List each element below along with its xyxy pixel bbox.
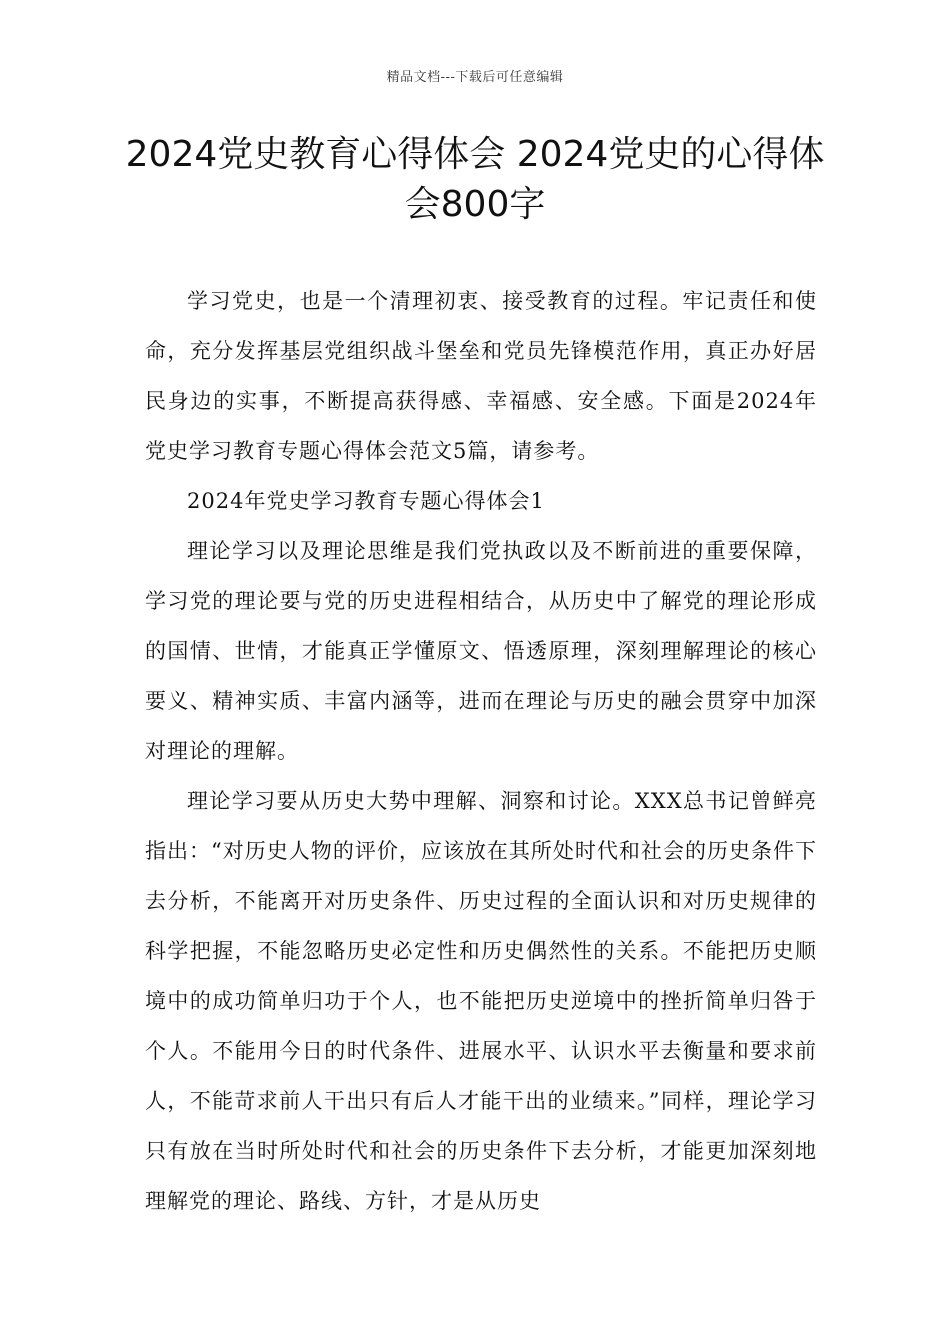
document-body (145, 276, 817, 1226)
paragraph-theory-history: 理论学习以及理论思维是我们党执政以及不断前进的重要保障，学习党的理论要与党的历史进程相结合，从历史中了解党的理论形成的国情、世情，才能真正学懂原文、悟透原理，深刻理解理论的核心要义、精神实质、丰富内涵等，进而在理论与历史的融会贯穿中加深对理论的理解。 (145, 539, 817, 763)
section-heading: 2024年党史学习教育专题心得体会1 (187, 489, 545, 513)
document-title: 2024党史教育心得体会 2024党史的心得体会800字 (125, 134, 825, 225)
paragraph-intro: 学习党史，也是一个清理初衷、接受教育的过程。牢记责任和使命，充分发挥基层党组织战斗堡垒和党员先锋模范作用，真正办好居民身边的实事，不断提高获得感、幸福感、安全感。下面是2024年党史学习教育专题心得体会范文5篇，请参考。 (145, 289, 817, 463)
page-header: 精品文档---下载后可任意编辑 (386, 70, 564, 85)
paragraph-historical-trend: 理论学习要从历史大势中理解、洞察和讨论。XXX总书记曾鲜亮指出：“对历史人物的评价，应该放在其所处时代和社会的历史条件下去分析，不能离开对历史条件、历史过程的全面认识和对历史规律的科学把握，不能忽略历史必定性和历史偶然性的关系。不能把历史顺境中的成功简单归功于个人，也不能把历史逆境中的挫折简单归咎于个人。不能用今日的时代条件、进展水平、认识水平去衡量和要求前人，不能苛求前人干出只有后人才能干出的业绩来。”同样，理论学习只有放在当时所处时代和社会的历史条件下去分析，才能更加深刻地理解党的理论、路线、方针，才是从历史 (145, 789, 817, 1213)
